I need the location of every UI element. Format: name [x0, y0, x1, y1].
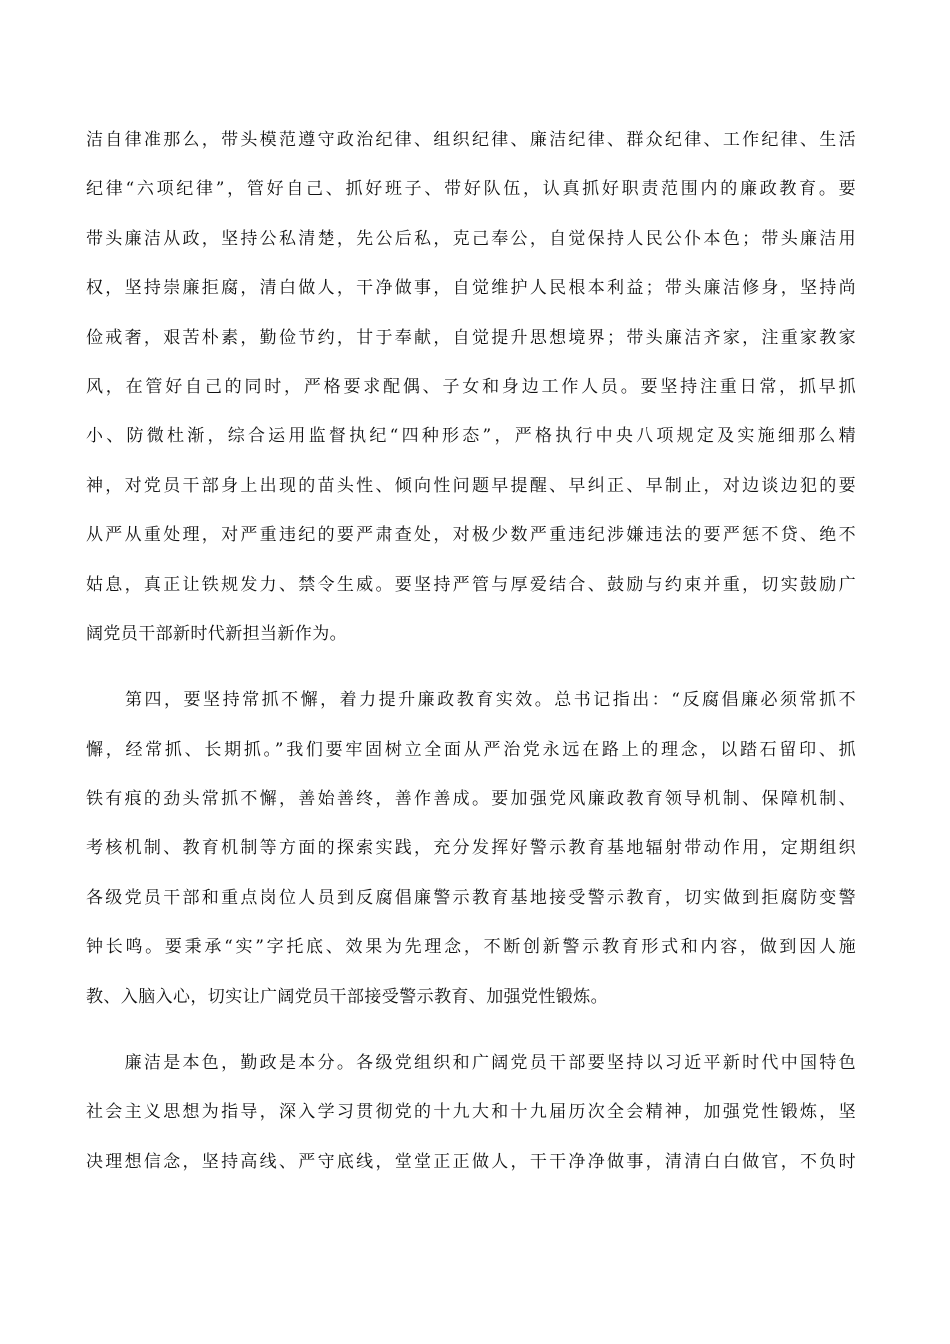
paragraph-gap — [86, 1022, 856, 1039]
paragraph-1 — [86, 116, 856, 659]
text-line: 廉洁是本色，勤政是本分。各级党组织和广阔党员干部要坚持以习近平新时代中国特色 — [86, 1053, 856, 1074]
text-line: 决理想信念，坚持高线、严守底线，堂堂正正做人，干干净净做事，清清白白做官，不负时 — [86, 1151, 856, 1172]
text-line: 洁自律准那么，带头模范遵守政治纪律、组织纪律、廉洁纪律、群众纪律、工作纪律、生活 — [86, 130, 856, 150]
document-page — [86, 116, 856, 1187]
text-line: 带头廉洁从政，坚持公私清楚，先公后私，克己奉公，自觉保持人民公仆本色；带头廉洁用 — [86, 228, 856, 249]
text-line: 小、防微杜渐，综合运用监督执纪“四种形态”，严格执行中央八项规定及实施细那么精 — [86, 426, 856, 447]
text-line: 钟长鸣。要秉承“实”字托底、效果为先理念，不断创新警示教育形式和内容，做到因人施 — [86, 937, 856, 958]
text-line: 懈，经常抓、长期抓。”我们要牢固树立全面从严治党永远在路上的理念，以踏石留印、抓 — [86, 739, 856, 760]
text-line: 姑息，真正让铁规发力、禁令生威。要坚持严管与厚爱结合、鼓励与约束并重，切实鼓励广 — [86, 574, 856, 595]
text-line: 俭戒奢，艰苦朴素，勤俭节约，甘于奉献，自觉提升思想境界；带头廉洁齐家，注重家教家 — [86, 327, 856, 348]
text-line: 教、入脑入心，切实让广阔党员干部接受警示教育、加强党性锻炼。 — [86, 986, 608, 1007]
text-line: 风，在管好自己的同时，严格要求配偶、子女和身边工作人员。要坚持注重日常，抓早抓 — [86, 376, 856, 397]
text-line: 社会主义思想为指导，深入学习贯彻党的十九大和十九届历次全会精神，加强党性锻炼，坚 — [86, 1102, 856, 1123]
paragraph-gap — [86, 659, 856, 676]
text-line: 阔党员干部新时代新担当新作为。 — [86, 623, 347, 644]
text-line: 从严从重处理，对严重违纪的要严肃查处，对极少数严重违纪涉嫌违法的要严惩不贷、绝不 — [86, 525, 856, 546]
text-line: 第四，要坚持常抓不懈，着力提升廉政教育实效。总书记指出：“反腐倡廉必须常抓不 — [86, 690, 856, 711]
paragraph-3 — [86, 1039, 856, 1187]
text-line: 各级党员干部和重点岗位人员到反腐倡廉警示教育基地接受警示教育，切实做到拒腐防变警 — [86, 887, 856, 908]
text-line: 考核机制、教育机制等方面的探索实践，充分发挥好警示教育基地辐射带动作用，定期组织 — [86, 838, 856, 859]
text-line: 权，坚持崇廉拒腐，清白做人，干净做事，自觉维护人民根本利益；带头廉洁修身，坚持尚 — [86, 278, 856, 299]
text-line: 纪律“六项纪律”，管好自己、抓好班子、带好队伍，认真抓好职责范围内的廉政教育。要 — [86, 179, 856, 200]
paragraph-2 — [86, 676, 856, 1022]
text-line: 神，对党员干部身上出现的苗头性、倾向性问题早提醒、早纠正、早制止，对边谈边犯的要 — [86, 475, 856, 496]
text-line: 铁有痕的劲头常抓不懈，善始善终，善作善成。要加强党风廉政教育领导机制、保障机制、 — [86, 789, 856, 810]
